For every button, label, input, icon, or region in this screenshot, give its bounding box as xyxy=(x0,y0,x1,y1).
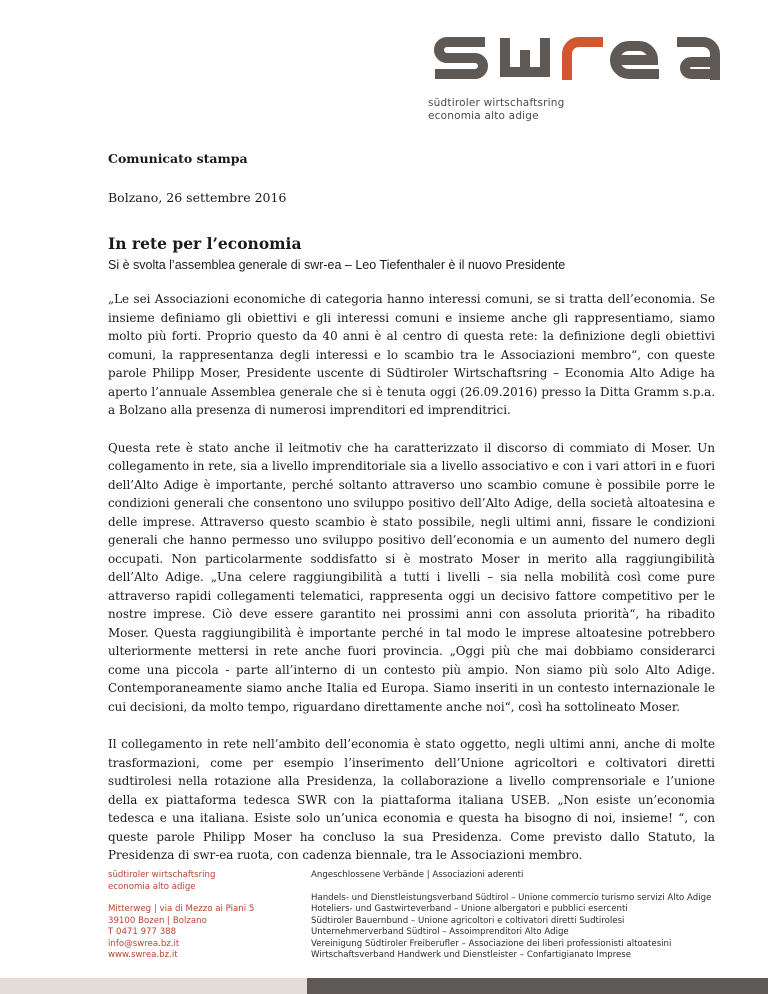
logo-subtitle xyxy=(428,97,728,123)
footer-org xyxy=(108,870,288,893)
article-body xyxy=(108,290,715,884)
footer-address: Mitterweg | via di Mezzo ai Piani 5 xyxy=(108,904,255,914)
member-item: Südtiroler Bauernbund – Unione agricoltori e coltivatori diretti Sudtirolesi xyxy=(311,915,625,926)
document-date: Bolzano, 26 settembre 2016 xyxy=(108,190,287,205)
member-item: Wirtschaftsverband Handwerk und Dienstleister – Confartigianato Imprese xyxy=(311,950,632,960)
footer-website-link[interactable]: www.swrea.bz.it xyxy=(108,950,178,960)
footer-bar-left xyxy=(0,978,307,994)
page-subtitle: Si è svolta l’assemblea generale di swr-ea – Leo Tiefenthaler è il nuovo Presidente xyxy=(108,258,566,272)
footer-phone: T 0471 977 388 xyxy=(108,927,177,937)
footer-bar-right xyxy=(307,978,768,994)
paragraph: Il collegamento in rete nell’ambito dell’economia è stato oggetto, negli ultimi anni, anche di molte trasformazioni, come per esempio l’inserimento dell’Unione agricoltori e coltivatori diretti sudtirolesi nella rotazione alla Presidenza, la collaborazione a livello comprensoriale e l’unione della ex piattaforma tedesca SWR con la piattaforma italiana USEB. „Non esiste un’economia tedesca e una italiana. Esiste solo un’unica economia e questa ha bisogno di noi, insieme! “, con queste parole Philipp Moser ha concluso la sua Presidenza. Come previsto dallo Statuto, la Presidenza di swr-ea ruota, con cadenza biennale, tra le Associazioni membro. xyxy=(108,737,715,862)
footer-members xyxy=(311,870,731,962)
logo-subline-de: südtiroler wirtschaftsring xyxy=(428,97,565,109)
paragraph: „Le sei Associazioni economiche di categoria hanno interessi comuni, se si tratta dell’economia. Se insieme definiamo gli obiettivi e gli interessi comuni e insieme anche gli rappresentiamo, siamo molto più forti. Proprio questo da 40 anni è al centro di questa rete: la definizione degli obiettivi comuni, la rappresentanza degli interessi e lo scambio tra le Associazioni membro“, con queste parole Philipp Moser, Presidente uscente di Südtiroler Wirtschaftsring – Economia Alto Adige ha aperto l’annuale Assemblea generale che si è tenuta oggi (26.09.2016) presso la Ditta Gramm s.p.a. a Bolzano alla presenza di numerosi imprenditori ed imprenditrici. xyxy=(108,292,715,417)
member-item: Vereinigung Südtiroler Freiberufler – Associazione dei liberi professionisti altoatesini xyxy=(311,938,672,949)
document-label: Comunicato stampa xyxy=(108,151,248,166)
member-item: Unternehmerverband Südtirol – Assoimprenditori Alto Adige xyxy=(311,927,569,937)
swrea-logo xyxy=(433,36,720,80)
member-item: Hoteliers- und Gastwirteverband – Unione albergatori e pubblici esercenti xyxy=(311,904,628,914)
footer-contact xyxy=(108,870,288,962)
footer-org-it: economia alto adige xyxy=(108,881,196,892)
paragraph: Questa rete è stato anche il leitmotiv che ha caratterizzato il discorso di commiato di Moser. Un collegamento in rete, sia a livello imprenditoriale sia a livello associativo e con i vari attori in e fuori dell’Alto Adige è importante, perché soltanto attraverso uno scambio comune è possibile porre le condizioni generali che consentono uno sviluppo positivo dell’Alto Adige, della società altoatesina e delle imprese. Attraverso questo scambio è stato possibile, negli ultimi anni, fissare le condizioni generali che hanno permesso uno sviluppo positivo dell’economia e un aumento del numero degli occupati. Non particolarmente soddisfatto si è mostrato Moser in merito alla raggiungibilità dell’Alto Adige. „Una celere raggiungibilità a tutti i livelli – sia nella mobilità così come pure attraverso rapidi collegamenti telematici, rappresenta oggi un decisivo fattore competitivo per le nostre imprese. Ciò deve essere garantito nei prossimi anni con assoluta priorità“, ha ribadito Moser. Questa raggiungibilità è importante perché in tal modo le imprese altoatesine potrebbero ulteriormente mettersi in rete anche fuori provincia. „Oggi più che mai dobbiamo considerarci come una piccola - parte all’interno di un contesto più ampio. Non siamo più solo Alto Adige. Contemporaneamente siamo anche Italia ed Europa. Siamo inseriti in un contesto internazionale le cui decisioni, da molto tempo, riguardano direttamente anche noi“, così ha sottolineato Moser. xyxy=(108,440,715,714)
page-title: In rete per l’economia xyxy=(108,234,302,253)
footer-email-link[interactable]: info@swrea.bz.it xyxy=(108,938,180,949)
footer-org-de: südtiroler wirtschaftsring xyxy=(108,870,216,880)
footer-members-header: Angeschlossene Verbände | Associazioni aderenti xyxy=(311,870,524,880)
member-item: Handels- und Dienstleistungsverband Südtirol – Unione commercio turismo servizi Alto Adige xyxy=(311,892,712,903)
logo-subline-it: economia alto adige xyxy=(428,110,539,122)
footer-city: 39100 Bozen | Bolzano xyxy=(108,915,207,926)
